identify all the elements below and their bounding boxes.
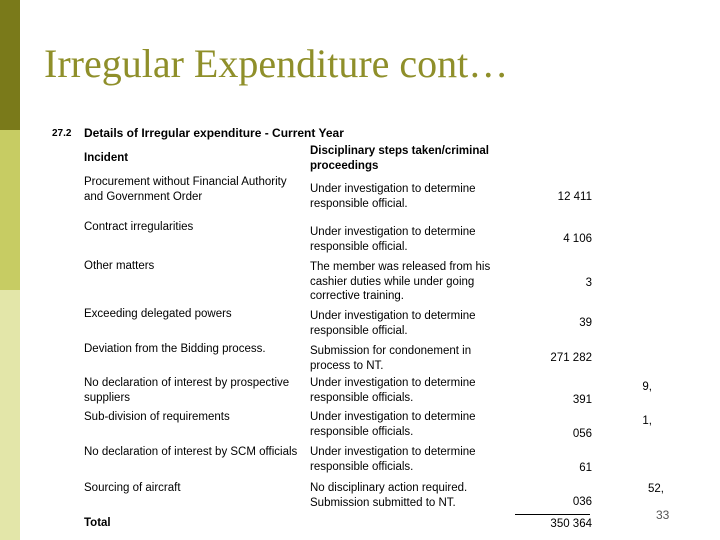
header-steps: Disciplinary steps taken/criminal proceedings: [310, 145, 489, 172]
sidebar-stripe-dark: [0, 0, 20, 130]
total-rule: [515, 514, 590, 515]
row-2-amount: 4 106: [563, 233, 592, 245]
row-9-steps: No disciplinary action required. Submission submitted to NT.: [310, 482, 468, 509]
row-4-incident: Exceeding delegated powers: [84, 308, 232, 320]
sidebar-stripe-light: [0, 290, 20, 540]
row-6-incident: No declaration of interest by prospective suppliers: [84, 377, 290, 404]
total-label: Total: [84, 517, 111, 529]
sidebar-stripe-mid: [0, 130, 20, 290]
section-number: 27.2: [52, 128, 72, 139]
row-4-steps: Under investigation to determine responsible official.: [310, 310, 476, 337]
row-3-steps: The member was released from his cashier duties while under going corrective training.: [310, 261, 491, 302]
row-8-incident: No declaration of interest by SCM officials: [84, 446, 298, 458]
row-4-amount: 39: [579, 317, 592, 329]
row-6-steps: Under investigation to determine responsible officials.: [310, 377, 476, 404]
row-1-amount: 12 411: [557, 191, 592, 203]
row-2-steps: Under investigation to determine responsible official.: [310, 226, 476, 253]
row-7-stray-fragment: 1,: [642, 415, 652, 427]
row-8-amount: 61: [579, 462, 592, 474]
total-amount: 350 364: [550, 518, 592, 530]
row-9-amount: 036: [572, 496, 592, 508]
row-1-steps: Under investigation to determine responsible official.: [310, 183, 476, 210]
row-7-amount: 056: [572, 428, 592, 440]
row-6-amount: 391: [572, 394, 592, 406]
row-1-incident: Procurement without Financial Authority and Government Order: [84, 176, 287, 203]
section-heading: Details of Irregular expenditure - Current Year: [84, 126, 344, 140]
row-7-steps: Under investigation to determine responsible officials.: [310, 411, 476, 438]
row-2-incident: Contract irregularities: [84, 221, 194, 233]
row-5-incident: Deviation from the Bidding process.: [84, 343, 266, 355]
row-6-stray-fragment: 9,: [642, 381, 652, 393]
row-8-steps: Under investigation to determine responsible officials.: [310, 446, 476, 473]
row-7-incident: Sub-division of requirements: [84, 411, 230, 423]
row-5-amount: 271 282: [550, 352, 592, 364]
slide-title: Irregular Expenditure cont…: [44, 41, 509, 86]
row-9-stray-fragment: 52,: [648, 483, 664, 495]
row-9-incident: Sourcing of aircraft: [84, 482, 181, 494]
row-5-steps: Submission for condonement in process to NT.: [310, 345, 472, 372]
row-3-incident: Other matters: [84, 260, 155, 272]
row-3-amount: 3: [585, 277, 592, 289]
header-incident: Incident: [84, 152, 129, 164]
page-number: 33: [656, 508, 670, 522]
